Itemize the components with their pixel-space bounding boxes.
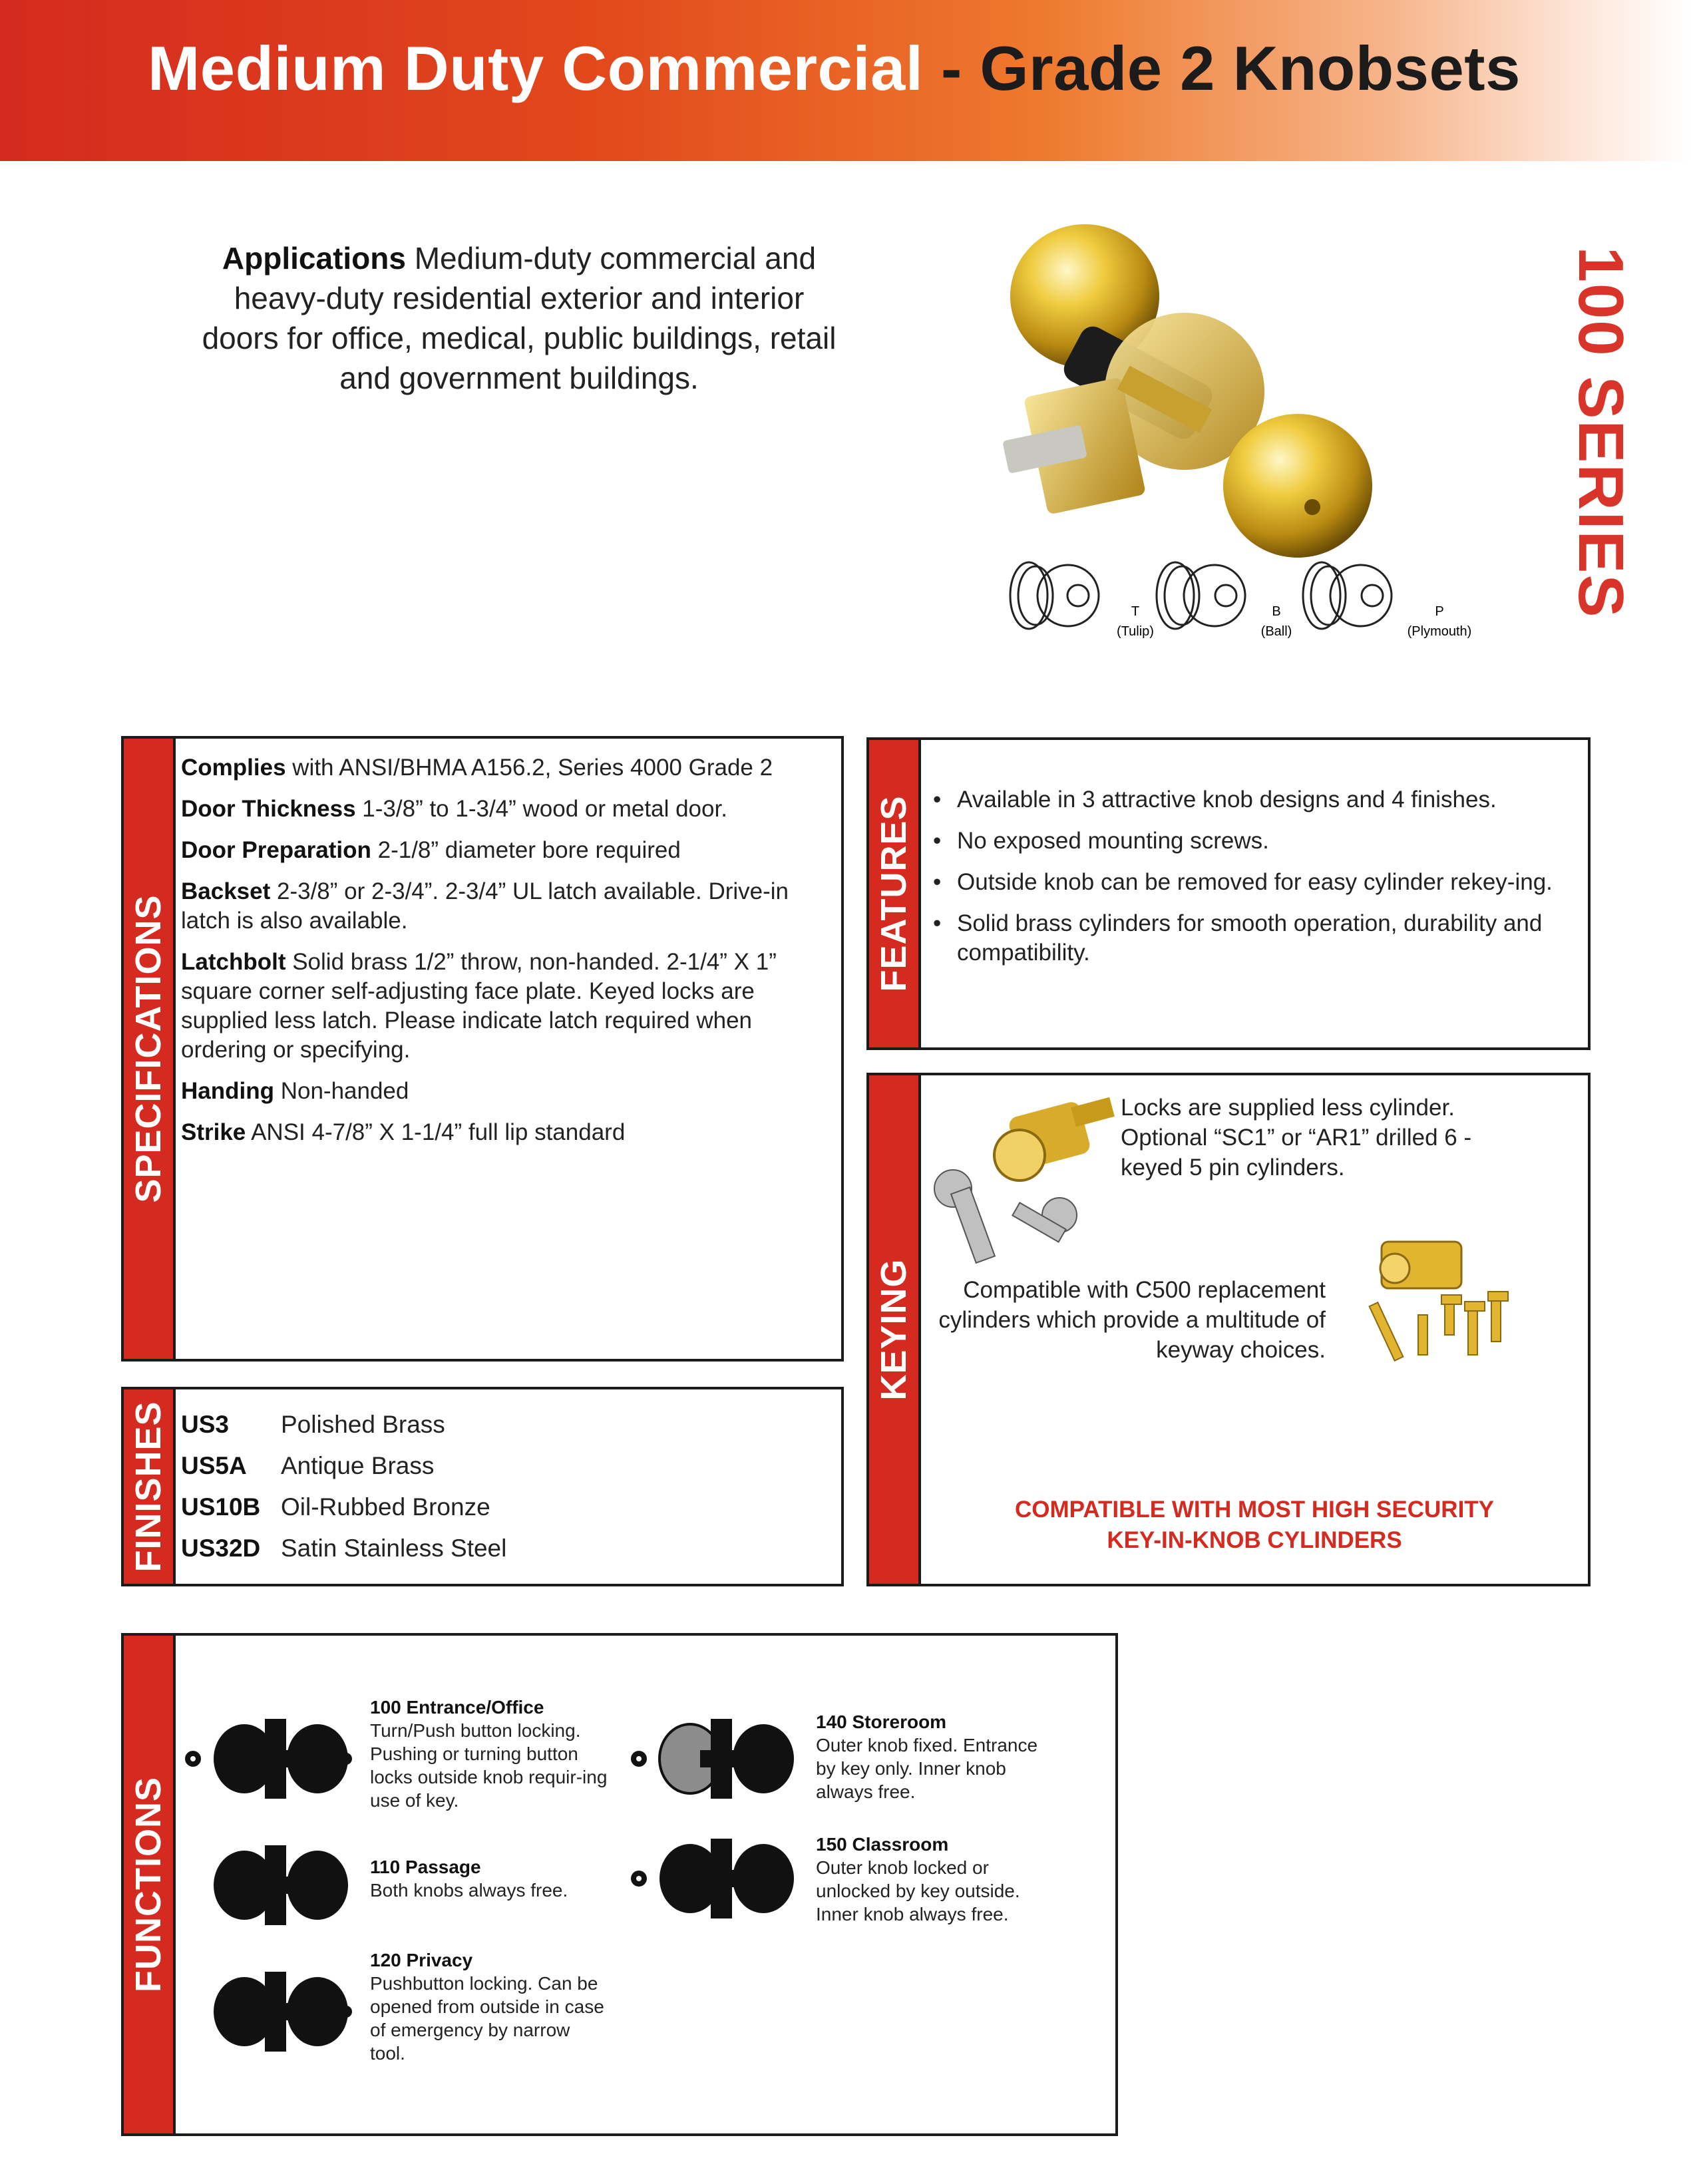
feature-item: • Solid brass cylinders for smooth operation, durability and compatibility.	[933, 909, 1583, 968]
finish-name: Antique Brass	[281, 1452, 435, 1479]
function-classroom	[816, 1833, 1055, 1926]
spec-text: 2-3/8” or 2-3/4”. 2-3/4” UL latch available. Drive-in latch is also available.	[181, 878, 789, 934]
finish-row	[181, 1404, 506, 1445]
style-code-t: T	[1131, 604, 1140, 619]
spec-item	[181, 836, 836, 865]
specifications-list	[181, 753, 836, 1159]
page-title	[148, 32, 1521, 105]
features-tab-label: FEATURES	[874, 795, 914, 992]
finishes-tab	[124, 1389, 176, 1584]
spec-text: Non-handed	[274, 1078, 409, 1104]
function-desc: Outer knob locked or unlocked by key outside. Inner knob always free.	[816, 1857, 1020, 1924]
passage-function-icon	[181, 1835, 354, 1935]
cylinder-and-keys-image	[926, 1082, 1126, 1275]
finish-row	[181, 1445, 506, 1487]
knob-style-diagrams	[1005, 559, 1484, 659]
finishes-list	[181, 1404, 506, 1569]
plymouth-knob-outline	[1303, 562, 1392, 629]
spec-text: Solid brass 1/2” throw, non-handed. 2-1/4” X 1” square corner self-adjusting face plate. Keyed locks are supplied less latch. Please indicate latch required when ordering or specifying.	[181, 949, 777, 1063]
function-title: 100 Entrance/Office	[370, 1697, 544, 1718]
spec-text: with ANSI/BHMA A156.2, Series 4000 Grade 2	[285, 755, 773, 781]
spec-label: Door Thickness	[181, 796, 356, 822]
function-desc: Pushbutton locking. Can be opened from outside in case of emergency by narrow tool.	[370, 1973, 604, 2064]
spec-label: Strike	[181, 1119, 246, 1145]
keying-high-security-note	[926, 1495, 1583, 1556]
functions-tab	[124, 1636, 176, 2133]
function-desc: Outer knob fixed. Entrance by key only. Inner knob always free.	[816, 1735, 1038, 1802]
header-banner	[0, 0, 1691, 161]
style-name-p: (Plymouth)	[1407, 624, 1472, 639]
finish-code: US3	[181, 1411, 229, 1438]
finish-code: US5A	[181, 1452, 247, 1479]
specifications-tab	[124, 739, 176, 1359]
feature-item: • Outside knob can be removed for easy cylinder rekey-ing.	[933, 868, 1583, 897]
function-title: 150 Classroom	[816, 1834, 949, 1855]
keying-note-line1: COMPATIBLE WITH MOST HIGH SECURITY	[1014, 1497, 1495, 1523]
spec-item	[181, 1077, 836, 1106]
function-title: 110 Passage	[370, 1857, 481, 1877]
function-title: 140 Storeroom	[816, 1712, 947, 1732]
finish-code: US10B	[181, 1493, 261, 1521]
features-tab	[869, 740, 921, 1047]
feature-item: • Available in 3 attractive knob designs and 4 finishes.	[933, 785, 1583, 815]
style-code-b: B	[1272, 604, 1281, 619]
finishes-tab-label: FINISHES	[128, 1401, 168, 1572]
style-name-t: (Tulip)	[1117, 624, 1154, 639]
finishes-panel	[121, 1387, 844, 1586]
privacy-function-icon	[181, 1962, 354, 2062]
keying-note-line2: KEY-IN-KNOB CYLINDERS	[1107, 1527, 1402, 1553]
spec-item	[181, 1118, 836, 1147]
style-code-p: P	[1435, 604, 1444, 619]
spec-text: 1-3/8” to 1-3/4” wood or metal door.	[355, 796, 727, 822]
spec-text: 2-1/8” diameter bore required	[371, 837, 681, 863]
finish-name: Polished Brass	[281, 1411, 445, 1438]
spec-label: Handing	[181, 1078, 274, 1104]
spec-label: Backset	[181, 878, 271, 904]
keying-panel	[866, 1073, 1591, 1586]
title-part1: Medium Duty Commercial	[148, 33, 924, 103]
replacement-cylinder-parts-image	[1368, 1228, 1521, 1381]
keying-tab-label: KEYING	[874, 1258, 914, 1401]
finish-name: Satin Stainless Steel	[281, 1535, 507, 1562]
spec-item	[181, 753, 836, 783]
storeroom-function-icon	[627, 1709, 800, 1809]
spec-item	[181, 948, 836, 1065]
ball-knob-outline	[1157, 562, 1245, 629]
tulip-knob-outline	[1010, 562, 1099, 629]
spec-item	[181, 795, 836, 824]
feature-item: • No exposed mounting screws.	[933, 826, 1583, 856]
function-title: 120 Privacy	[370, 1950, 473, 1970]
function-entrance-office	[370, 1696, 610, 1812]
style-name-b: (Ball)	[1260, 624, 1292, 639]
spec-label: Complies	[181, 755, 286, 781]
spec-label: Latchbolt	[181, 949, 286, 975]
entrance-office-function-icon	[181, 1709, 354, 1809]
functions-panel	[121, 1633, 1118, 2136]
knobset-product-image	[985, 220, 1384, 566]
function-passage	[370, 1855, 610, 1902]
function-storeroom	[816, 1710, 1055, 1803]
keying-text-cylinder: Locks are supplied less cylinder. Optional “SC1” or “AR1” drilled 6 - keyed 5 pin cylinders.	[1121, 1095, 1472, 1181]
spec-text: ANSI 4-7/8” X 1-1/4” full lip standard	[246, 1119, 626, 1145]
spec-label: Door Preparation	[181, 837, 371, 863]
function-desc: Both knobs always free.	[370, 1880, 568, 1901]
finish-name: Oil-Rubbed Bronze	[281, 1493, 490, 1521]
features-list	[933, 785, 1583, 980]
functions-tab-label: FUNCTIONS	[128, 1777, 168, 1992]
finish-code: US32D	[181, 1535, 261, 1562]
spec-item	[181, 877, 836, 936]
finish-row	[181, 1528, 506, 1569]
keying-text-compatible: Compatible with C500 replacement cylinders which provide a multitude of keyway choices.	[938, 1277, 1326, 1363]
title-part2: - Grade 2 Knobsets	[923, 33, 1521, 103]
features-panel	[866, 737, 1591, 1050]
finish-row	[181, 1487, 506, 1528]
applications-text: Medium-duty commercial and heavy-duty residential exterior and interior doors for office, medical, public buildings, retail and government buildings.	[202, 241, 837, 395]
specifications-tab-label: SPECIFICATIONS	[128, 894, 168, 1203]
applications-label: Applications	[222, 241, 406, 275]
series-label	[1551, 240, 1650, 626]
classroom-function-icon	[627, 1829, 800, 1928]
function-privacy	[370, 1948, 610, 2065]
applications-block	[200, 238, 839, 398]
specifications-panel	[121, 736, 844, 1362]
function-desc: Turn/Push button locking. Pushing or turning button locks outside knob requir-ing use of key.	[370, 1720, 608, 1811]
series-text: 100 SERIES	[1565, 246, 1636, 619]
keying-tab	[869, 1075, 921, 1584]
